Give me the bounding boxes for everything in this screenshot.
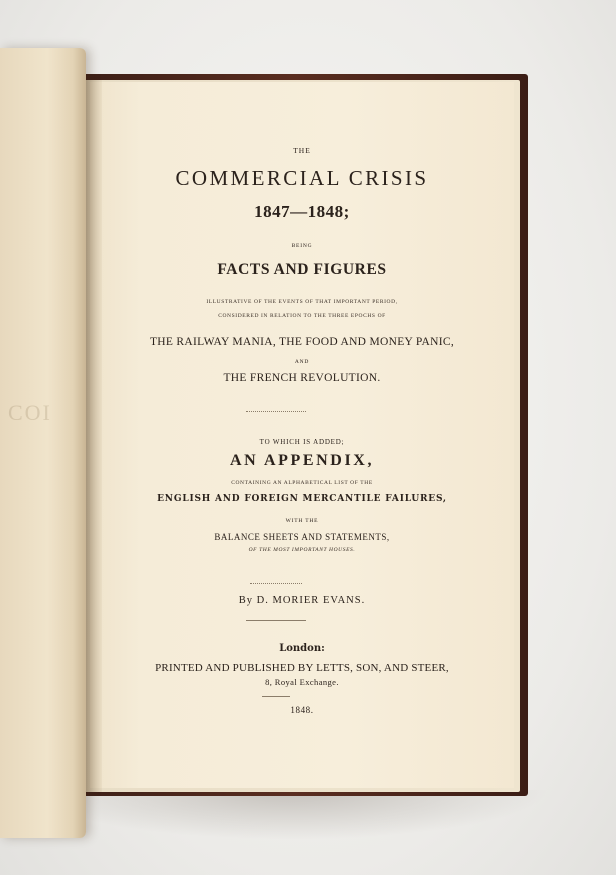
appendix-heading: AN APPENDIX, <box>229 452 375 469</box>
book-shadow <box>30 790 550 840</box>
left-page <box>0 48 86 838</box>
date-divider <box>262 696 290 697</box>
section-divider <box>246 411 306 412</box>
houses-line: OF THE MOST IMPORTANT HOUSES. <box>248 547 356 553</box>
failures-line: ENGLISH AND FOREIGN MERCANTILE FAILURES, <box>157 494 447 504</box>
illustrative-line-1: ILLUSTRATIVE OF THE EVENTS OF THAT IMPORTANT PERIOD, <box>206 299 398 305</box>
author-divider <box>250 583 302 584</box>
address-line: 8, Royal Exchange. <box>265 677 339 687</box>
balance-line: BALANCE SHEETS AND STATEMENTS, <box>214 532 390 542</box>
with-the-label: WITH THE <box>285 518 319 524</box>
show-through-text: COI <box>8 400 52 425</box>
containing-line: CONTAINING AN ALPHABETICAL LIST OF THE <box>231 480 373 486</box>
author-line: By D. MORIER EVANS. <box>238 595 366 606</box>
imprint-divider <box>246 620 306 621</box>
publication-date: 1848. <box>290 705 314 715</box>
book-title: COMMERCIAL CRISIS <box>175 166 429 190</box>
illustrative-line-2: CONSIDERED IN RELATION TO THE THREE EPOCHS OF <box>218 313 386 319</box>
printer-line: PRINTED AND PUBLISHED BY LETTS, SON, AND STEER, <box>155 662 449 674</box>
being-label: BEING <box>291 243 313 249</box>
and-label: AND <box>294 359 310 365</box>
book-subtitle: FACTS AND FIGURES <box>217 261 387 278</box>
added-label: TO WHICH IS ADDED; <box>259 438 345 446</box>
epochs-line-1: THE RAILWAY MANIA, THE FOOD AND MONEY PANIC, <box>149 336 454 348</box>
the-label: THE <box>293 146 311 155</box>
book-years: 1847—1848; <box>254 202 350 221</box>
epochs-line-2: THE FRENCH REVOLUTION. <box>223 372 381 384</box>
imprint-city: London: <box>279 643 325 654</box>
